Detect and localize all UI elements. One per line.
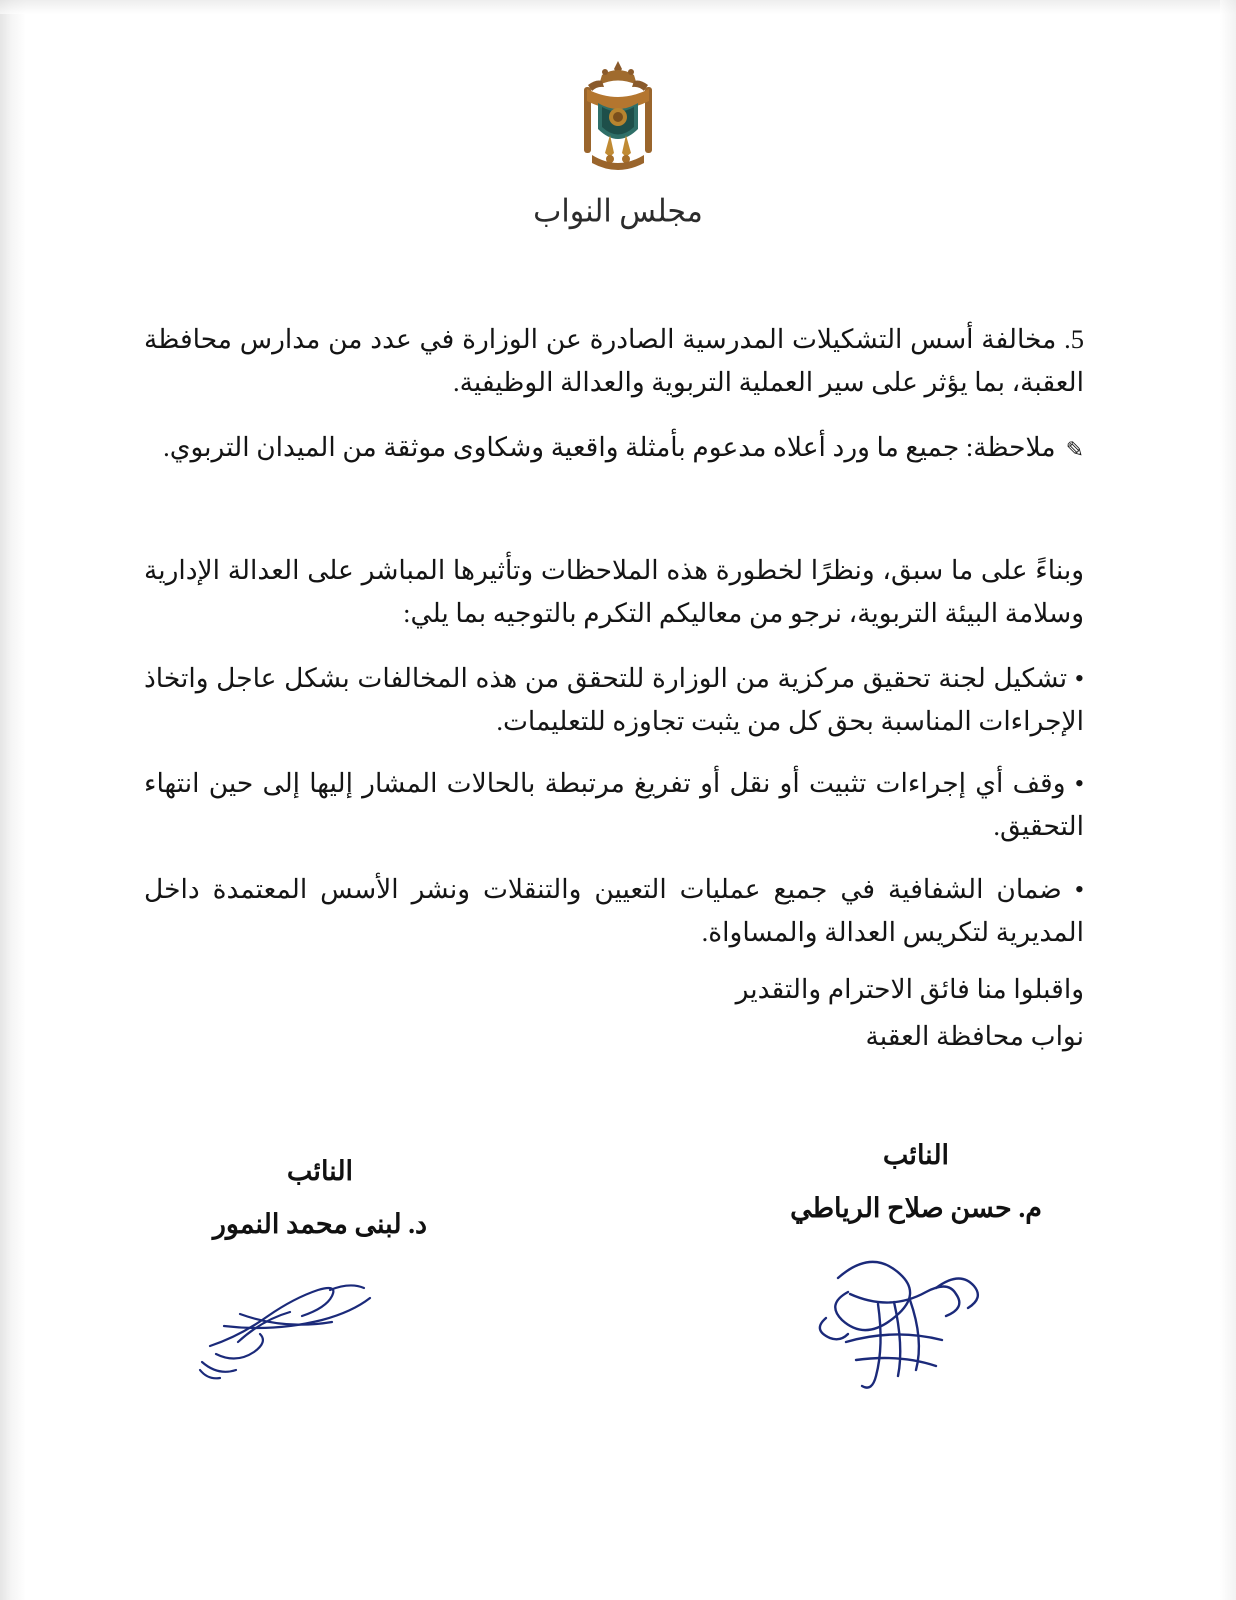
deputies-line: نواب محافظة العقبة [865, 1021, 1084, 1052]
signature-block [0, 1140, 1236, 1580]
signatory-role-right: النائب [882, 1140, 950, 1170]
signatory-name-right: م. حسن صلاح الرياطي [790, 1193, 1042, 1223]
closing-salutation: واقبلوا منا فائق الاحترام والتقدير [735, 974, 1084, 1005]
note-text: ملاحظة: جميع ما ورد أعلاه مدعوم بأمثلة واقعية وشكاوى موثقة من الميدان التربوي. [163, 431, 1056, 462]
document-header [0, 55, 1236, 229]
signatory-name-left: د. لبنى محمد النمور [212, 1209, 428, 1239]
request-bullet-3: • ضمان الشفافية في جميع عمليات التعيين والتنقلات ونشر الأسس المعتمدة داخل المديرية لتكريس العدالة والمساواة. [144, 874, 1084, 948]
note-block [144, 426, 1084, 491]
signature-entry-left [110, 1156, 530, 1430]
clause-item-5: 5. مخالفة أسس التشكيلات المدرسية الصادرة عن الوزارة في عدد من مدارس محافظة العقبة، بما يؤثر على سير العملية التربوية والعدالة الوظيفية. [144, 324, 1084, 397]
signatory-role-left: النائب [286, 1156, 354, 1186]
signature-hassan-salah-alriyati [706, 1234, 1126, 1414]
document-body [144, 318, 1084, 1062]
scan-edge-top [0, 0, 1236, 14]
section-spacer [144, 491, 1084, 549]
signature-lubna-mohammad-alnimour [110, 1250, 530, 1430]
request-bullet-2: • وقف أي إجراءات تثبيت أو نقل أو تفريغ مرتبطة بالحالات المشار إليها إلى حين انتهاء التحقيق. [144, 768, 1084, 842]
jordanian-royal-crown-emblem-icon [558, 55, 678, 185]
organization-name: مجلس النواب [533, 194, 703, 229]
request-bullet-1: • تشكيل لجنة تحقيق مركزية من الوزارة للتحقق من هذه المخالفات بشكل عاجل واتخاذ الإجراءات المناسبة بحق كل من يثبت تجاوزه للتعليمات. [144, 662, 1084, 736]
preamble-paragraph: وبناءً على ما سبق، ونظرًا لخطورة هذه الملاحظات وتأثيرها المباشر على العدالة الإدارية وسلامة البيئة التربوية، نرجو من معاليكم التكرم بالتوجيه بما يلي: [144, 554, 1084, 628]
signature-entry-right [706, 1140, 1126, 1414]
pen-nib-icon: ✎ [1065, 436, 1084, 462]
